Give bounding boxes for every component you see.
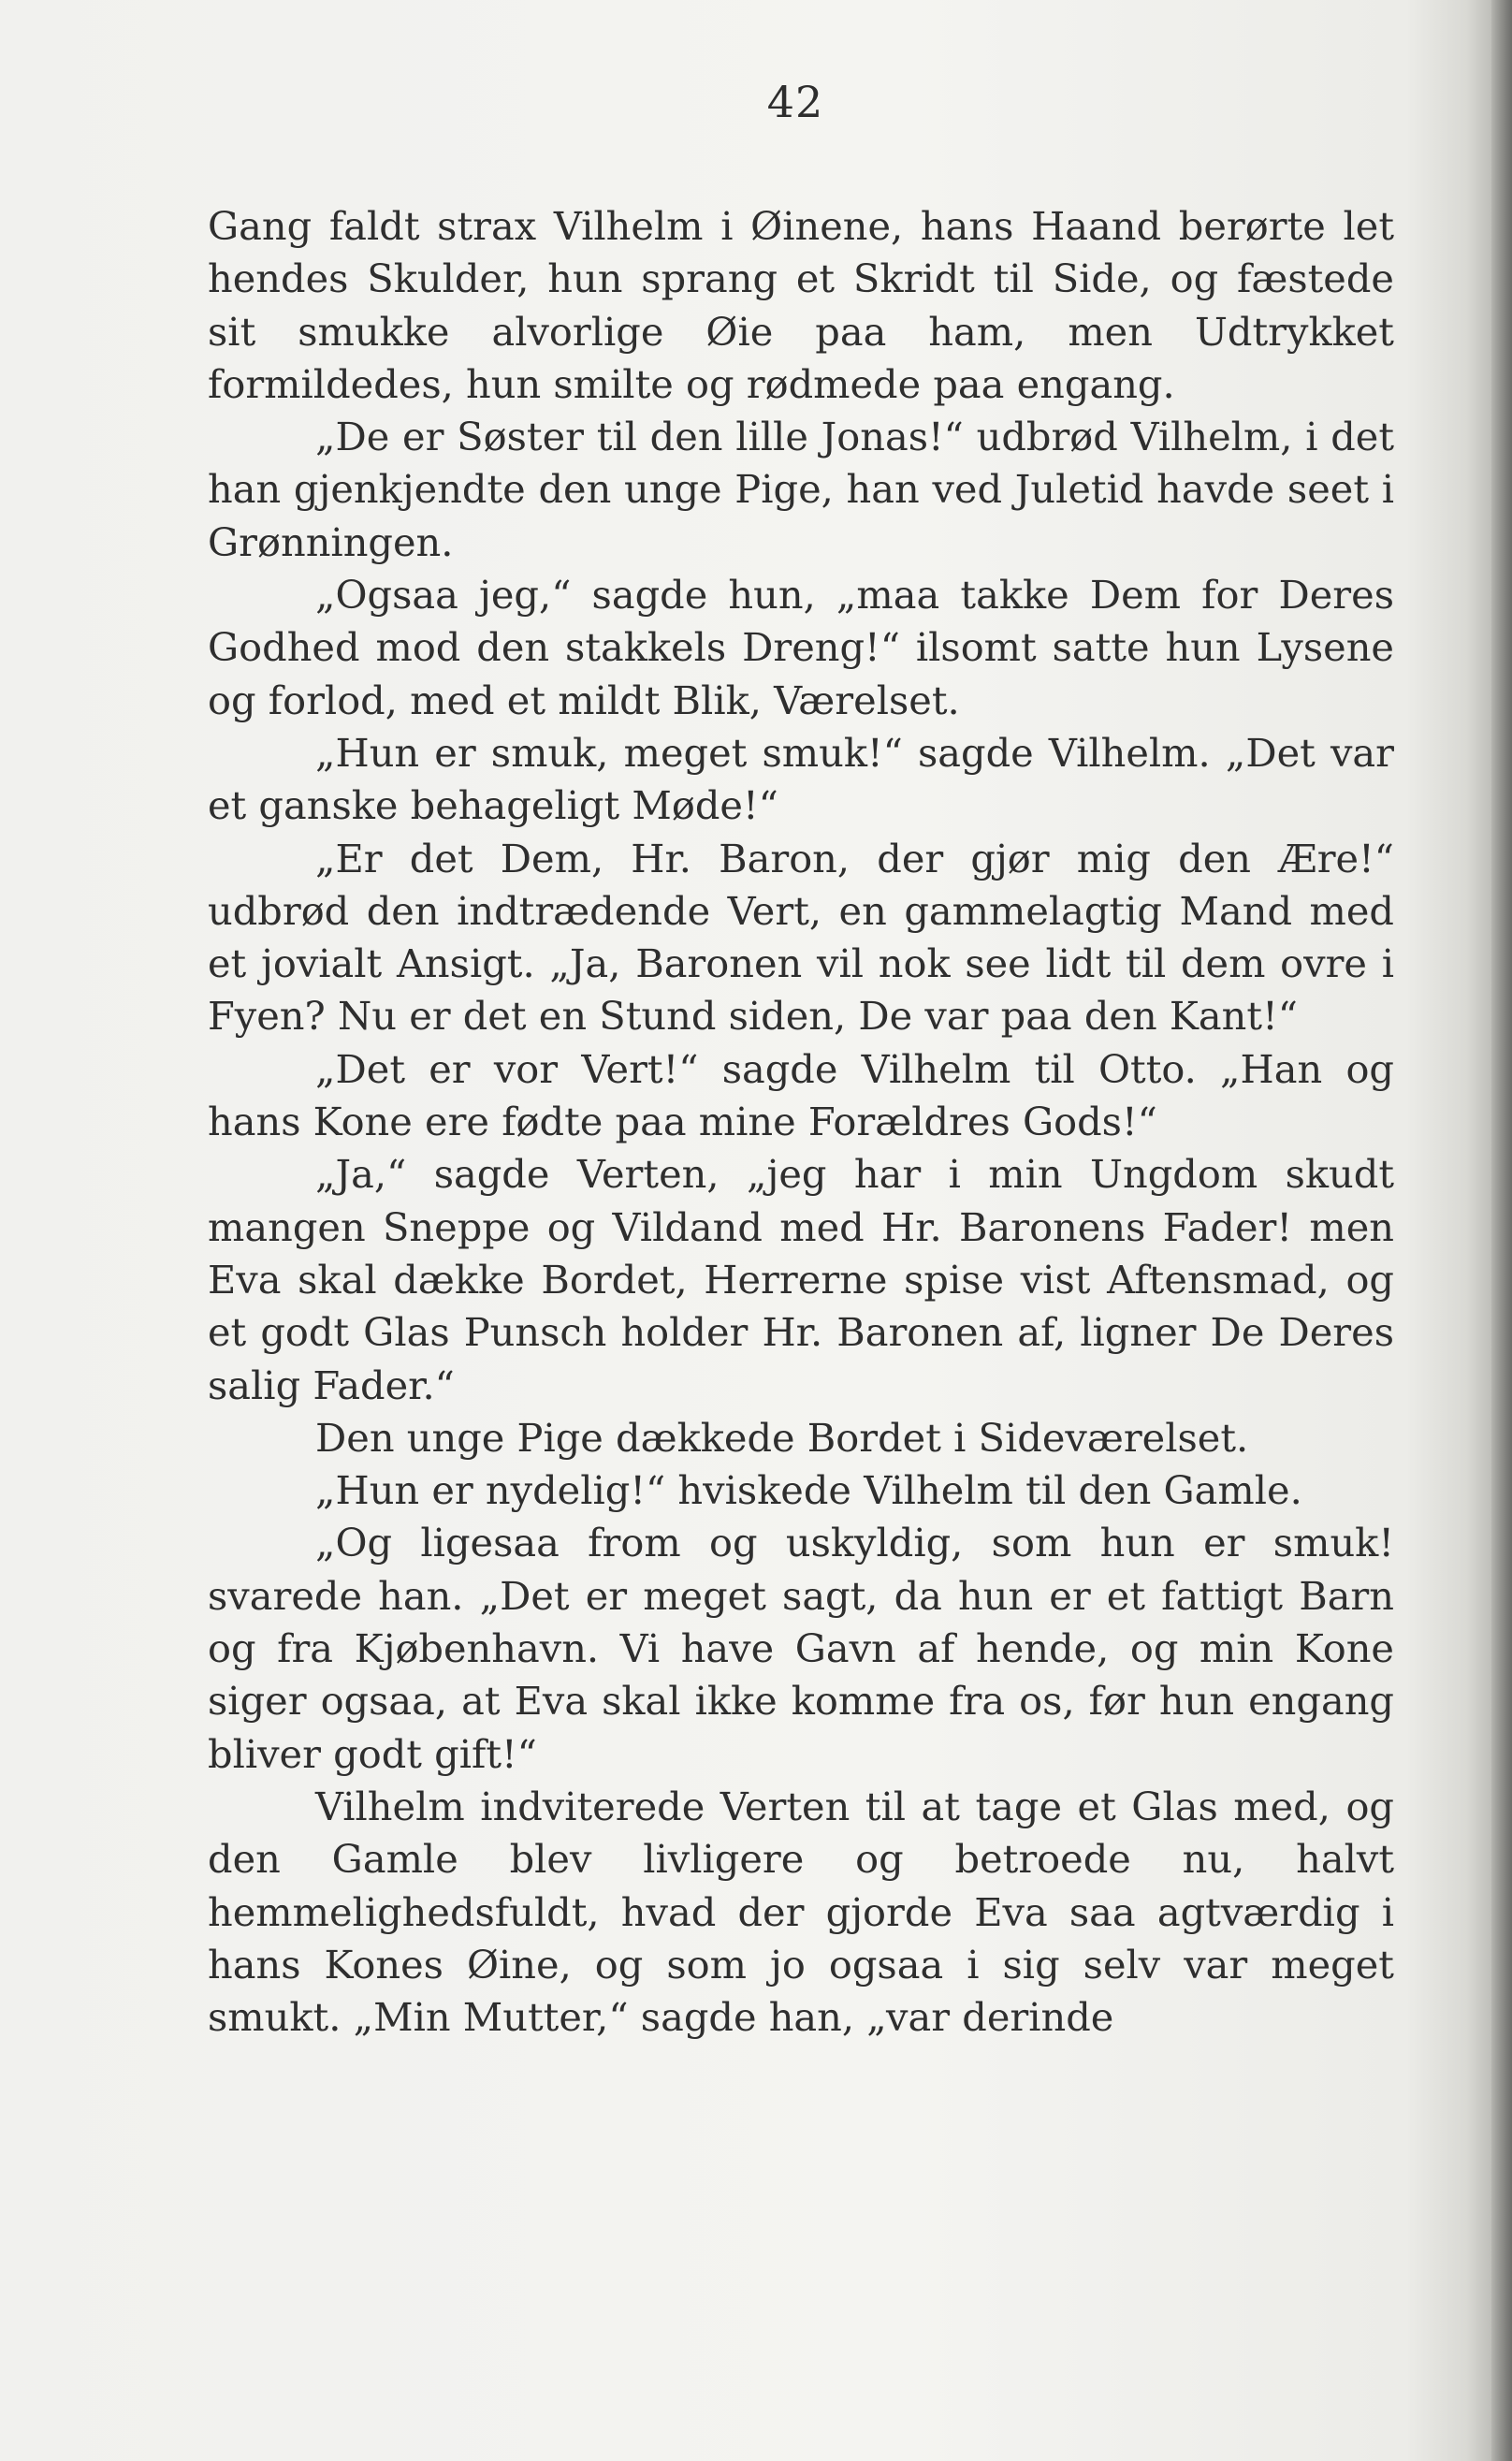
paragraph-7: „Ja,“ sagde Verten, „jeg har i min Ungdom skudt mangen Sneppe og Vildand med Hr. Baronens Fader! men Eva skal dække Bordet, Herrerne spise vist Aftensmad, og et godt Glas Punsch holder Hr. Baronen af, ligner De Deres salig Fader.“ [208,1151,1394,1408]
paragraph-4: „Hun er smuk, meget smuk!“ sagde Vilhelm. „Det var et ganske behageligt Møde!“ [208,729,1394,829]
paragraph-5: „Er det Dem, Hr. Baron, der gjør mig den Ære!“ udbrød den indtrædende Vert, en gammelagtig Mand med et jovialt Ansigt. „Ja, Baronen vil nok see lidt til dem ovre i Fyen? Nu er det en Stund siden, De var paa den Kant!“ [208,835,1394,1040]
page-edge-shadow [1491,0,1512,2461]
paragraph-10: „Og ligesaa from og uskyldig, som hun er smuk! svarede han. „Det er meget sagt, da hun er et fattigt Barn og fra Kjøbenhavn. Vi have Gavn af hende, og min Kone siger ogsaa, at Eva skal ikke komme fra os, før hun engang bliver godt gift!“ [208,1520,1394,1777]
paragraph-1: Gang faldt strax Vilhelm i Øinene, hans Haand berørte let hendes Skulder, hun sprang et Skridt til Side, og fæstede sit smukke alvorlige Øie paa ham, men Udtrykket formildedes, hun smilte og rødmede paa engang. [208,203,1394,407]
paragraph-2: „De er Søster til den lille Jonas!“ udbrød Vilhelm, i det han gjenkjendte den unge Pige, han ved Juletid havde seet i Grønningen. [208,414,1394,565]
paragraph-9: „Hun er nydelig!“ hviskede Vilhelm til den Gamle. [315,1467,1302,1514]
paragraph-3: „Ogsaa jeg,“ sagde hun, „maa takke Dem for Deres Godhed mod den stakkels Dreng!“ ilsomt satte hun Lysene og forlod, med et mildt Blik, Værelset. [208,572,1394,723]
page-number: 42 [766,77,824,127]
body-text [208,200,1394,2044]
paragraph-6: „Det er vor Vert!“ sagde Vilhelm til Otto. „Han og hans Kone ere fødte paa mine Forældres Gods!“ [208,1045,1394,1145]
paragraph-11: Vilhelm indviterede Verten til at tage et Glas med, og den Gamle blev livligere og betroede nu, halvt hemmelighedsfuldt, hvad der gjorde Eva saa agtværdig i hans Kones Øine, og som jo ogsaa i sig selv var meget smukt. „Min Mutter,“ sagde han, „var derinde [208,1783,1394,2041]
paragraph-8: Den unge Pige dækkede Bordet i Sideværelset. [315,1414,1249,1461]
